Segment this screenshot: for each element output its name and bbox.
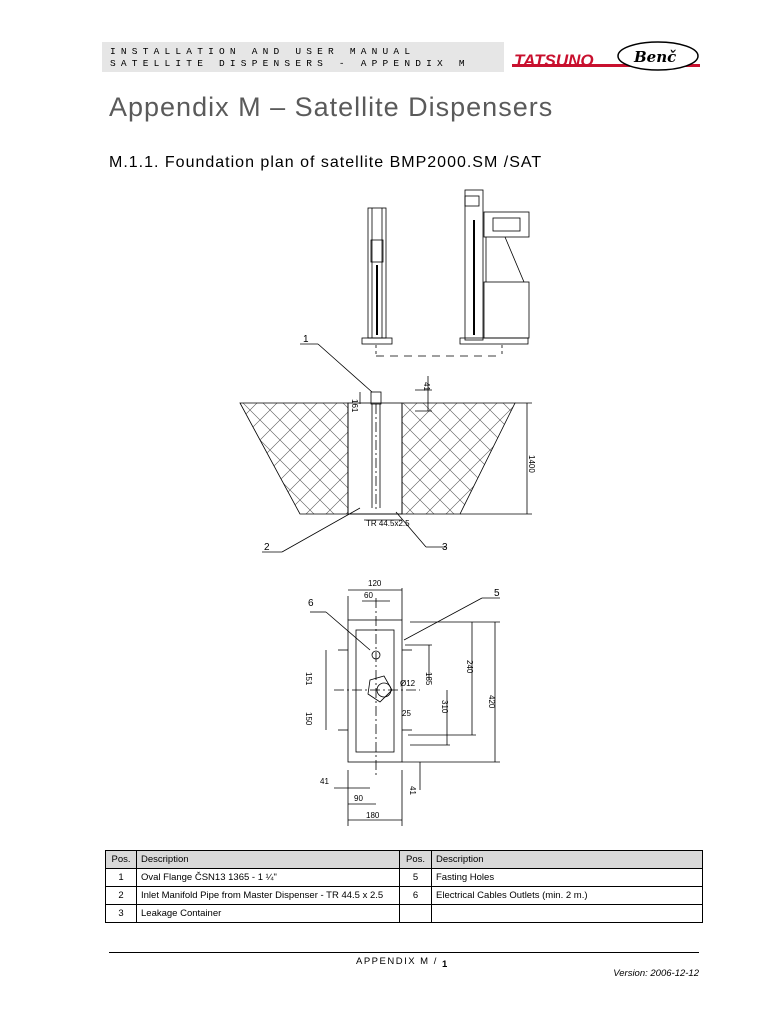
dim-151: 151: [304, 672, 313, 686]
legend-description: Electrical Cables Outlets (min. 2 m.): [432, 887, 703, 905]
legend-description: Oval Flange ČSN13 1365 - 1 ¼": [137, 869, 400, 887]
dim-41-bottom: 41: [320, 777, 329, 786]
table-row: [106, 905, 703, 923]
dim-41-top: 41: [422, 382, 431, 391]
logo-script-text: Benč: [634, 48, 677, 66]
footer-rule: [109, 952, 699, 953]
legend-header-description-2: Description: [432, 851, 703, 869]
legend-description: Leakage Container: [137, 905, 400, 923]
dim-1400: 1400: [527, 455, 536, 473]
callout-5: 5: [494, 588, 500, 599]
header-manual-title: INSTALLATION AND USER MANUAL: [110, 46, 416, 57]
dim-150: 150: [304, 712, 313, 726]
page-title: Appendix M – Satellite Dispensers: [109, 92, 554, 122]
logo-brand-text: TATSUNO: [514, 51, 594, 70]
dim-41-right: 41: [408, 786, 417, 795]
legend-description: Inlet Manifold Pipe from Master Dispenser - TR 44.5 x 2.5: [137, 887, 400, 905]
dispenser-front-elevation: [362, 208, 392, 344]
legend-pos: 1: [106, 869, 137, 887]
dim-pipe: TR 44.5x2.5: [366, 519, 410, 528]
dim-120: 120: [368, 579, 382, 588]
dim-185: 185: [424, 672, 433, 686]
dim-60: 60: [364, 591, 373, 600]
dim-310: 310: [440, 700, 449, 714]
legend-description: Fasting Holes: [432, 869, 703, 887]
legend-pos: 3: [106, 905, 137, 923]
callout-2: 2: [264, 542, 270, 553]
callout-3: 3: [442, 542, 448, 553]
footer-appendix-label: APPENDIX M /: [356, 956, 438, 967]
legend-header-pos: Pos.: [106, 851, 137, 869]
dim-180: 180: [366, 811, 380, 820]
legend-header-description: Description: [137, 851, 400, 869]
legend-pos: [400, 905, 432, 923]
footer-page-label: [356, 956, 448, 970]
position-legend-table: [105, 850, 703, 923]
legend-pos: 5: [400, 869, 432, 887]
legend-pos: 2: [106, 887, 137, 905]
dim-420: 420: [487, 695, 496, 709]
dim-161: 161: [350, 399, 359, 413]
dim-12: Ø12: [400, 679, 416, 688]
dim-240: 240: [465, 660, 474, 674]
callout-1: 1: [303, 334, 309, 345]
dispenser-side-elevation: [376, 190, 529, 356]
foundation-plan-view: [310, 588, 500, 826]
callout-6: 6: [308, 598, 314, 609]
legend-description: [432, 905, 703, 923]
legend-pos: 6: [400, 887, 432, 905]
footer-page-number: 1: [442, 959, 448, 970]
footer-version: Version: 2006-12-12: [613, 968, 699, 979]
legend-header-row: [106, 851, 703, 869]
legend-header-pos-2: Pos.: [400, 851, 432, 869]
dim-90: 90: [354, 794, 363, 803]
header-appendix-title: SATELLITE DISPENSERS - APPENDIX M: [110, 58, 470, 69]
table-row: [106, 887, 703, 905]
dim-25: 25: [402, 709, 411, 718]
table-row: [106, 869, 703, 887]
section-title: M.1.1. Foundation plan of satellite BMP2000.SM /SAT: [109, 154, 543, 171]
